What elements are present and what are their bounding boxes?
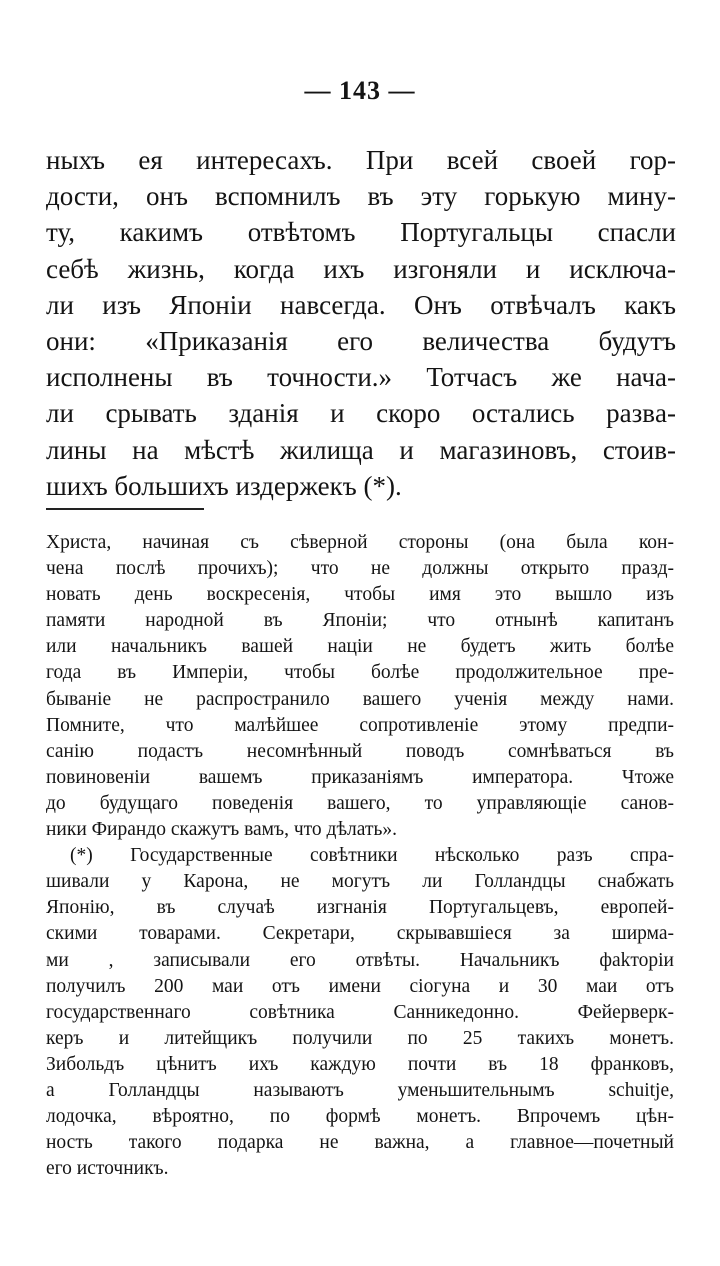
footnote-line: новать день воскресенія, чтобы имя это вышло изъ <box>46 584 674 606</box>
footnote-line: до будущаго поведенія вашего, то управляющіе санов- <box>46 792 674 814</box>
main-text-line: себѣ жизнь, когда ихъ изгоняли и исключа- <box>46 253 676 284</box>
main-text-line: лины на мѣстѣ жилища и магазиновъ, стоив- <box>46 434 676 465</box>
footnote-note-line: ми , записывали его отвѣты. Начальникъ фakторіи <box>46 949 674 971</box>
footnote-note-line: ность такого подарка не важна, а главное—почетный <box>46 1132 674 1154</box>
footnote-note-line: государственнаго совѣтника Санникедонно. Фейерверк- <box>46 1001 674 1023</box>
footnote-line: Помните, что малѣйшее сопротивленіе этому предпи- <box>46 714 674 736</box>
footnote-line: Христа, начиная съ сѣверной стороны (она была кон- <box>46 532 674 553</box>
main-text-block <box>46 142 676 504</box>
main-text-line: ли изъ Японіи навсегда. Онъ отвѣчалъ какъ <box>46 289 676 320</box>
footnote-note-line: шивали у Карона, не могутъ ли Голландцы снабжать <box>46 871 674 893</box>
footnote-line: чена послѣ прочихъ); что не должны открыто празд- <box>46 558 674 580</box>
main-text-line: дости, онъ вспомнилъ въ эту горькую мину- <box>46 181 676 212</box>
footnote-line: ники Фирандо скажутъ вамъ, что дѣлать». <box>46 819 397 841</box>
footnote-separator-rule <box>46 508 204 510</box>
footnote-line: памяти народной въ Японіи; что отнынѣ капитанъ <box>46 610 674 632</box>
main-text-line: исполнены въ точности.» Тотчасъ же нача- <box>46 362 676 393</box>
footnote-note-line: а Голландцы называютъ уменьшительнымъ schuitje, <box>46 1079 674 1101</box>
footnote-line: бываніе не распространило вашего ученія между нами. <box>46 688 674 710</box>
footnote-line: повиновеніи вашемъ приказаніямъ императора. Чтоже <box>46 766 674 788</box>
main-text-line: они: «Приказанія его величества будутъ <box>46 325 676 356</box>
footnote-note-line: керъ и литейщикъ получили по 25 такихъ монетъ. <box>46 1027 674 1049</box>
footnote-note-line: (*) Государственные совѣтники нѣсколько разъ спра- <box>70 845 674 867</box>
main-text-line: шихъ большихъ издержекъ (*). <box>46 470 402 501</box>
footnote-note-line: получилъ 200 маи отъ имени сіогуна и 30 маи отъ <box>46 975 674 997</box>
footnote-line: или начальникъ вашей націи не будетъ жить болѣе <box>46 636 674 658</box>
main-text-line: ныхъ ея интересахъ. При всей своей гор- <box>46 145 676 175</box>
footnote-note-line: лодочка, вѣроятно, по формѣ монетъ. Впрочемъ цѣн- <box>46 1106 674 1128</box>
footnote-note-line: скими товарами. Секретари, скрывавшіеся за ширма- <box>46 923 674 945</box>
main-text-line: ту, какимъ отвѣтомъ Португальцы спасли <box>46 217 676 248</box>
footnote-note-line: Зибольдъ цѣнитъ ихъ каждую почти въ 18 франковъ, <box>46 1053 674 1075</box>
footnote-note-line: его источникъ. <box>46 1158 169 1180</box>
footnote-note-line: Японію, въ случаѣ изгнанія Португальцевъ, европей- <box>46 897 674 919</box>
footnote-line: санію подастъ несомнѣнный поводъ сомнѣваться въ <box>46 740 674 762</box>
page-number: — 143 — <box>304 76 416 105</box>
main-text-line: ли срывать зданія и скоро остались развa- <box>46 398 676 429</box>
footnotes-block <box>46 530 674 1182</box>
footnote-line: года въ Имперіи, чтобы болѣе продолжительное пре- <box>46 662 674 684</box>
